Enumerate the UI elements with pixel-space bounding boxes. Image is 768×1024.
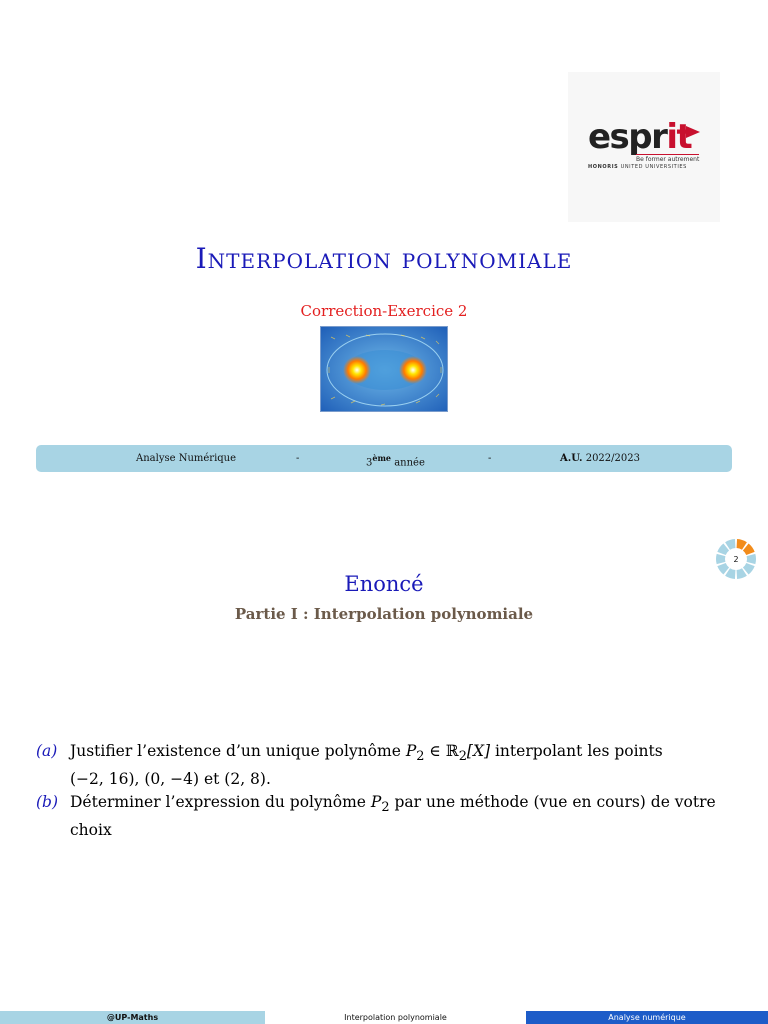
logo-wordmark: esprit [588, 117, 692, 157]
question-label: (b) [36, 793, 59, 811]
question-a [36, 740, 736, 791]
course-name: Analyse Numérique [136, 453, 237, 464]
question-text: Déterminer l’expression du polynôme $P_2$ par une méthode (vue en cours) de votre choix [70, 793, 716, 840]
year-level: 3ème année [366, 453, 425, 469]
footer-course: Analyse numérique [526, 1011, 768, 1024]
part-heading: Partie I : Interpolation polynomiale [234, 605, 534, 623]
academic-year: A.U. 2022/2023 [560, 453, 640, 464]
vector-field-image [320, 326, 448, 412]
separator: - [488, 453, 492, 464]
slide-number: 2 [733, 555, 739, 564]
footer-title: Interpolation polynomiale [265, 1011, 526, 1024]
question-label: (a) [36, 742, 58, 760]
progress-segment [716, 554, 725, 564]
page-subtitle: Correction-Exercice 2 [300, 302, 468, 320]
progress-segment [747, 554, 756, 564]
course-info-bar [36, 445, 732, 472]
logo-subtext: HONORIS UNITED UNIVERSITIES [588, 164, 687, 170]
section-heading: Enoncé [344, 572, 424, 596]
esprit-logo [568, 72, 720, 222]
page-title: Interpolation polynomiale [195, 242, 573, 275]
question-text: Justifier l’existence d’un unique polynôme $P_2$ ∈ ℝ$_2$[X] interpolant les points (−2, 16), (0, −4) et (2, 8). [70, 742, 663, 789]
separator: - [296, 453, 300, 464]
logo-flag-icon [686, 126, 700, 138]
footer-author: @UP-Maths [0, 1011, 265, 1024]
logo-tagline: Be former autrement [636, 156, 700, 163]
question-b [36, 791, 736, 842]
